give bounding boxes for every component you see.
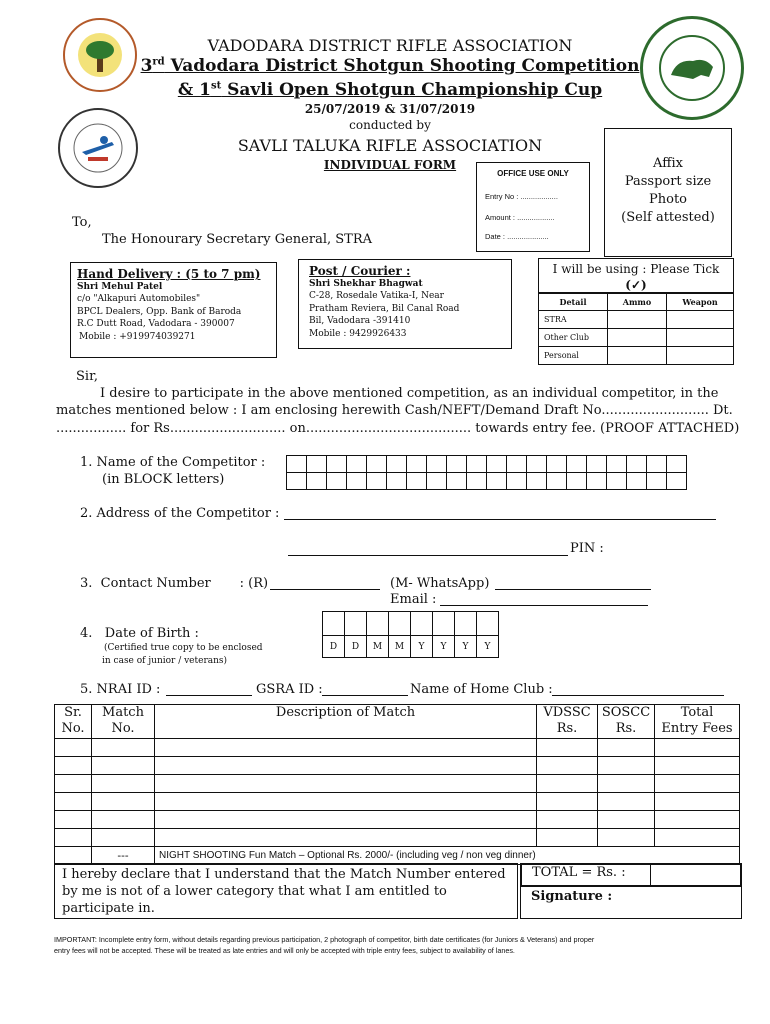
name-cell[interactable] <box>667 456 687 473</box>
usage-stra-weapon[interactable] <box>667 311 734 329</box>
col-vdssc-2: Rs. <box>556 721 578 736</box>
col-total-1: Total <box>680 705 714 720</box>
name-cell[interactable] <box>547 456 567 473</box>
table-cell[interactable] <box>655 829 740 847</box>
table-cell[interactable] <box>92 739 155 757</box>
name-cell[interactable] <box>307 456 327 473</box>
usage-col-detail: Detail <box>539 293 608 311</box>
table-cell[interactable] <box>55 739 92 757</box>
name-cell[interactable] <box>527 456 547 473</box>
total-label: TOTAL = Rs. : <box>532 865 626 880</box>
table-cell[interactable] <box>155 793 537 811</box>
office-date: Date : .................... <box>485 232 549 241</box>
dob-entry-cell[interactable] <box>455 612 477 636</box>
hand-l4: Mobile : +919974039271 <box>79 331 196 342</box>
name-cell[interactable] <box>407 456 427 473</box>
dob-format-cell: Y <box>455 636 477 658</box>
match-table <box>54 704 740 865</box>
night-shooting-row <box>55 847 740 865</box>
title2-sup: st <box>210 80 222 92</box>
dob-format-cell: Y <box>433 636 455 658</box>
name-cell[interactable] <box>587 456 607 473</box>
important-l2: entry fees will not be accepted. These will be treated as late entries and will only be accepted with triple entry fees, subject to availability of lanes. <box>54 946 515 955</box>
contact-r-line[interactable] <box>270 575 380 590</box>
name-cell[interactable] <box>647 473 667 490</box>
table-cell[interactable] <box>537 811 598 829</box>
whatsapp-label: (M- WhatsApp) <box>390 576 490 591</box>
table-cell[interactable] <box>537 793 598 811</box>
dob-format-cell: D <box>345 636 367 658</box>
table-cell[interactable] <box>92 793 155 811</box>
dob-entry-cell[interactable] <box>389 612 411 636</box>
usage-other-ammo[interactable] <box>608 329 667 347</box>
hand-name: Shri Mehul Patel <box>77 281 163 292</box>
table-cell[interactable] <box>537 829 598 847</box>
name-cell[interactable] <box>367 456 387 473</box>
name-cell[interactable] <box>367 473 387 490</box>
decl-l2: by me is not of a lower category that what I am entitled to <box>62 884 447 899</box>
table-cell[interactable] <box>537 739 598 757</box>
col-match-2: No. <box>111 721 135 736</box>
event-title-2 <box>120 80 660 100</box>
event-title-1 <box>120 56 660 76</box>
signature-box[interactable] <box>520 885 742 919</box>
post-title: Post / Courier : <box>309 264 411 278</box>
table-cell[interactable] <box>598 739 655 757</box>
letter-line-2: matches mentioned below : I am enclosing herewith Cash/NEFT/Demand Draft No.......................... Dt. <box>56 403 733 418</box>
photo-l3: Photo <box>649 192 687 207</box>
name-cell[interactable] <box>307 473 327 490</box>
title1-sup: rd <box>152 56 165 68</box>
table-row <box>55 793 740 811</box>
table-cell[interactable] <box>155 739 537 757</box>
post-l1: C-28, Rosedale Vatika-I, Near <box>309 291 444 301</box>
col-desc: Description of Match <box>155 705 537 739</box>
col-vdssc <box>537 705 598 739</box>
title1-pre: 3 <box>140 56 153 76</box>
col-total <box>655 705 740 739</box>
usage-col-ammo: Ammo <box>608 293 667 311</box>
table-cell[interactable] <box>598 829 655 847</box>
usage-tick: (✓) <box>625 278 647 292</box>
table-cell[interactable] <box>655 757 740 775</box>
name-cell[interactable] <box>567 473 587 490</box>
to-label: To, <box>72 215 92 230</box>
table-cell[interactable] <box>55 811 92 829</box>
col-sr-2: No. <box>61 721 85 736</box>
table-cell[interactable] <box>655 811 740 829</box>
name-cell[interactable] <box>467 473 487 490</box>
usage-col-weapon: Weapon <box>667 293 734 311</box>
col-vdssc-1: VDSSC <box>543 705 591 720</box>
name-cell[interactable] <box>427 456 447 473</box>
nrai-label: 5. NRAI ID : <box>80 682 161 697</box>
post-courier-box <box>298 259 512 349</box>
name-grid[interactable] <box>286 455 687 490</box>
col-sr <box>55 705 92 739</box>
usage-row-personal: Personal <box>539 347 608 365</box>
usage-personal-weapon[interactable] <box>667 347 734 365</box>
address-line-2[interactable] <box>288 541 568 556</box>
table-cell[interactable] <box>92 811 155 829</box>
table-cell[interactable] <box>92 757 155 775</box>
org-name: VADODARA DISTRICT RIFLE ASSOCIATION <box>207 36 573 55</box>
club-line[interactable] <box>552 681 724 696</box>
table-cell <box>55 847 92 865</box>
night-match-no: --- <box>92 847 155 865</box>
gsra-line[interactable] <box>322 681 408 696</box>
dob-entry-cell[interactable] <box>433 612 455 636</box>
pin-label: PIN : <box>570 541 604 556</box>
title2-pre: & 1 <box>177 80 211 100</box>
declaration-box <box>54 863 518 919</box>
table-cell[interactable] <box>155 829 537 847</box>
name-cell[interactable] <box>527 473 547 490</box>
table-cell[interactable] <box>92 829 155 847</box>
to-recipient: The Honourary Secretary General, STRA <box>102 232 372 247</box>
usage-row-stra: STRA <box>539 311 608 329</box>
name-cell[interactable] <box>387 456 407 473</box>
photo-l4: (Self attested) <box>621 210 715 225</box>
hand-l2: BPCL Dealers, Opp. Bank of Baroda <box>77 306 242 317</box>
office-use-box <box>476 162 590 252</box>
name-cell[interactable] <box>347 456 367 473</box>
name-cell[interactable] <box>347 473 367 490</box>
name-cell[interactable] <box>447 456 467 473</box>
usage-table <box>538 292 734 365</box>
office-entry: Entry No : .................. <box>485 192 558 201</box>
title1-rest: Vadodara District Shotgun Shooting Competition <box>164 56 640 76</box>
col-soscc-2: Rs. <box>615 721 637 736</box>
post-name: Shri Shekhar Bhagwat <box>309 278 423 289</box>
usage-title: I will be using : Please Tick <box>552 262 720 276</box>
name-cell[interactable] <box>647 456 667 473</box>
name-label: 1. Name of the Competitor : <box>80 455 266 470</box>
conducted-by: conducted by <box>349 118 431 132</box>
table-cell[interactable] <box>55 829 92 847</box>
usage-title-box <box>538 258 734 294</box>
whatsapp-line[interactable] <box>495 575 651 590</box>
name-cell[interactable] <box>667 473 687 490</box>
table-cell[interactable] <box>655 775 740 793</box>
name-cell[interactable] <box>327 456 347 473</box>
dob-note-1: (Certified true copy to be enclosed <box>104 643 263 653</box>
address-label: 2. Address of the Competitor : <box>80 506 280 521</box>
dob-entry-cell[interactable] <box>367 612 389 636</box>
address-line-1[interactable] <box>284 505 716 520</box>
table-cell[interactable] <box>598 757 655 775</box>
salutation: Sir, <box>76 369 98 384</box>
name-cell[interactable] <box>487 456 507 473</box>
name-cell[interactable] <box>587 473 607 490</box>
nrai-line[interactable] <box>166 681 252 696</box>
post-l2: Pratham Reviera, Bil Canal Road <box>309 303 460 314</box>
dob-grid[interactable] <box>322 611 499 658</box>
usage-stra-ammo[interactable] <box>608 311 667 329</box>
name-sub: (in BLOCK letters) <box>102 472 225 487</box>
photo-box <box>604 128 732 257</box>
name-cell[interactable] <box>327 473 347 490</box>
total-divider <box>650 865 651 885</box>
table-row <box>55 739 740 757</box>
dob-entry-cell[interactable] <box>411 612 433 636</box>
col-soscc-1: SOSCC <box>601 705 651 720</box>
contact-label: 3. Contact Number : (R) <box>80 576 269 591</box>
name-cell[interactable] <box>447 473 467 490</box>
table-cell[interactable] <box>537 757 598 775</box>
form-type: INDIVIDUAL FORM <box>323 158 457 172</box>
email-line[interactable] <box>440 591 648 606</box>
table-cell[interactable] <box>655 793 740 811</box>
table-cell[interactable] <box>155 757 537 775</box>
table-cell[interactable] <box>92 775 155 793</box>
table-cell[interactable] <box>598 775 655 793</box>
table-cell[interactable] <box>655 739 740 757</box>
dob-note-2: in case of junior / veterans) <box>102 656 228 666</box>
table-cell[interactable] <box>55 757 92 775</box>
club-label: Name of Home Club : <box>410 682 553 697</box>
name-cell[interactable] <box>627 456 647 473</box>
decl-l3: participate in. <box>62 901 155 916</box>
letter-line-1: I desire to participate in the above mentioned competition, as an individual competitor, in the <box>100 386 719 401</box>
table-row <box>55 757 740 775</box>
col-total-2: Entry Fees <box>661 721 733 736</box>
dob-format-cell: D <box>323 636 345 658</box>
name-cell[interactable] <box>387 473 407 490</box>
gsra-label: GSRA ID : <box>256 682 323 697</box>
name-cell[interactable] <box>627 473 647 490</box>
post-l4: Mobile : 9429926433 <box>309 328 407 339</box>
name-cell[interactable] <box>507 473 527 490</box>
email-label: Email : <box>390 592 437 607</box>
col-match <box>92 705 155 739</box>
letter-line-3: ................. for Rs............................ on........................................ towards entry fee. (PROOF ATTACHED) <box>56 421 740 436</box>
table-cell[interactable] <box>55 793 92 811</box>
dob-format-cell: M <box>389 636 411 658</box>
table-cell[interactable] <box>55 775 92 793</box>
total-box[interactable] <box>520 863 742 887</box>
dob-label: 4. Date of Birth : <box>80 626 199 641</box>
name-cell[interactable] <box>407 473 427 490</box>
table-cell[interactable] <box>537 775 598 793</box>
table-cell[interactable] <box>155 775 537 793</box>
dob-entry-cell[interactable] <box>323 612 345 636</box>
event-dates: 25/07/2019 & 31/07/2019 <box>304 102 476 116</box>
usage-personal-ammo[interactable] <box>608 347 667 365</box>
usage-row-other-club: Other Club <box>539 329 608 347</box>
host-name: SAVLI TALUKA RIFLE ASSOCIATION <box>237 136 543 155</box>
dob-entry-cell[interactable] <box>477 612 499 636</box>
hand-delivery-box <box>70 262 277 358</box>
table-cell[interactable] <box>598 811 655 829</box>
table-row <box>55 829 740 847</box>
dob-format-cell: M <box>367 636 389 658</box>
name-cell[interactable] <box>467 456 487 473</box>
important-l1: IMPORTANT: Incomplete entry form, without details regarding previous participation, 2 photograph of competitor, birth date certificates (for Juniors & Veterans) and proper <box>54 935 595 944</box>
decl-l1: I hereby declare that I understand that the Match Number entered <box>62 867 506 882</box>
name-cell[interactable] <box>507 456 527 473</box>
dob-entry-cell[interactable] <box>345 612 367 636</box>
col-sr-1: Sr. <box>64 705 82 720</box>
table-row <box>55 775 740 793</box>
name-cell[interactable] <box>607 456 627 473</box>
name-cell[interactable] <box>287 473 307 490</box>
table-cell[interactable] <box>598 793 655 811</box>
usage-other-weapon[interactable] <box>667 329 734 347</box>
photo-l2: Passport size <box>624 174 712 189</box>
hand-title: Hand Delivery : (5 to 7 pm) <box>77 267 261 281</box>
name-cell[interactable] <box>487 473 507 490</box>
col-soscc <box>598 705 655 739</box>
dob-format-cell: Y <box>411 636 433 658</box>
table-row <box>55 811 740 829</box>
name-cell[interactable] <box>567 456 587 473</box>
title2-rest: Savli Open Shotgun Championship Cup <box>221 80 603 100</box>
dob-format-cell: Y <box>477 636 499 658</box>
col-match-1: Match <box>102 705 144 720</box>
name-cell[interactable] <box>287 456 307 473</box>
hand-l3: R.C Dutt Road, Vadodara - 390007 <box>77 319 235 329</box>
post-l3: Bil, Vadodara -391410 <box>309 316 411 326</box>
name-cell[interactable] <box>547 473 567 490</box>
night-match-desc: NIGHT SHOOTING Fun Match – Optional Rs. 2000/- (including veg / non veg dinner) <box>155 847 740 865</box>
signature-label: Signature : <box>531 889 613 904</box>
photo-l1: Affix <box>653 156 683 171</box>
hand-l1: c/o "Alkapuri Automobiles" <box>77 294 201 304</box>
table-cell[interactable] <box>155 811 537 829</box>
office-title: OFFICE USE ONLY <box>497 169 569 178</box>
name-cell[interactable] <box>607 473 627 490</box>
name-cell[interactable] <box>427 473 447 490</box>
office-amount: Amount : .................. <box>485 213 555 222</box>
